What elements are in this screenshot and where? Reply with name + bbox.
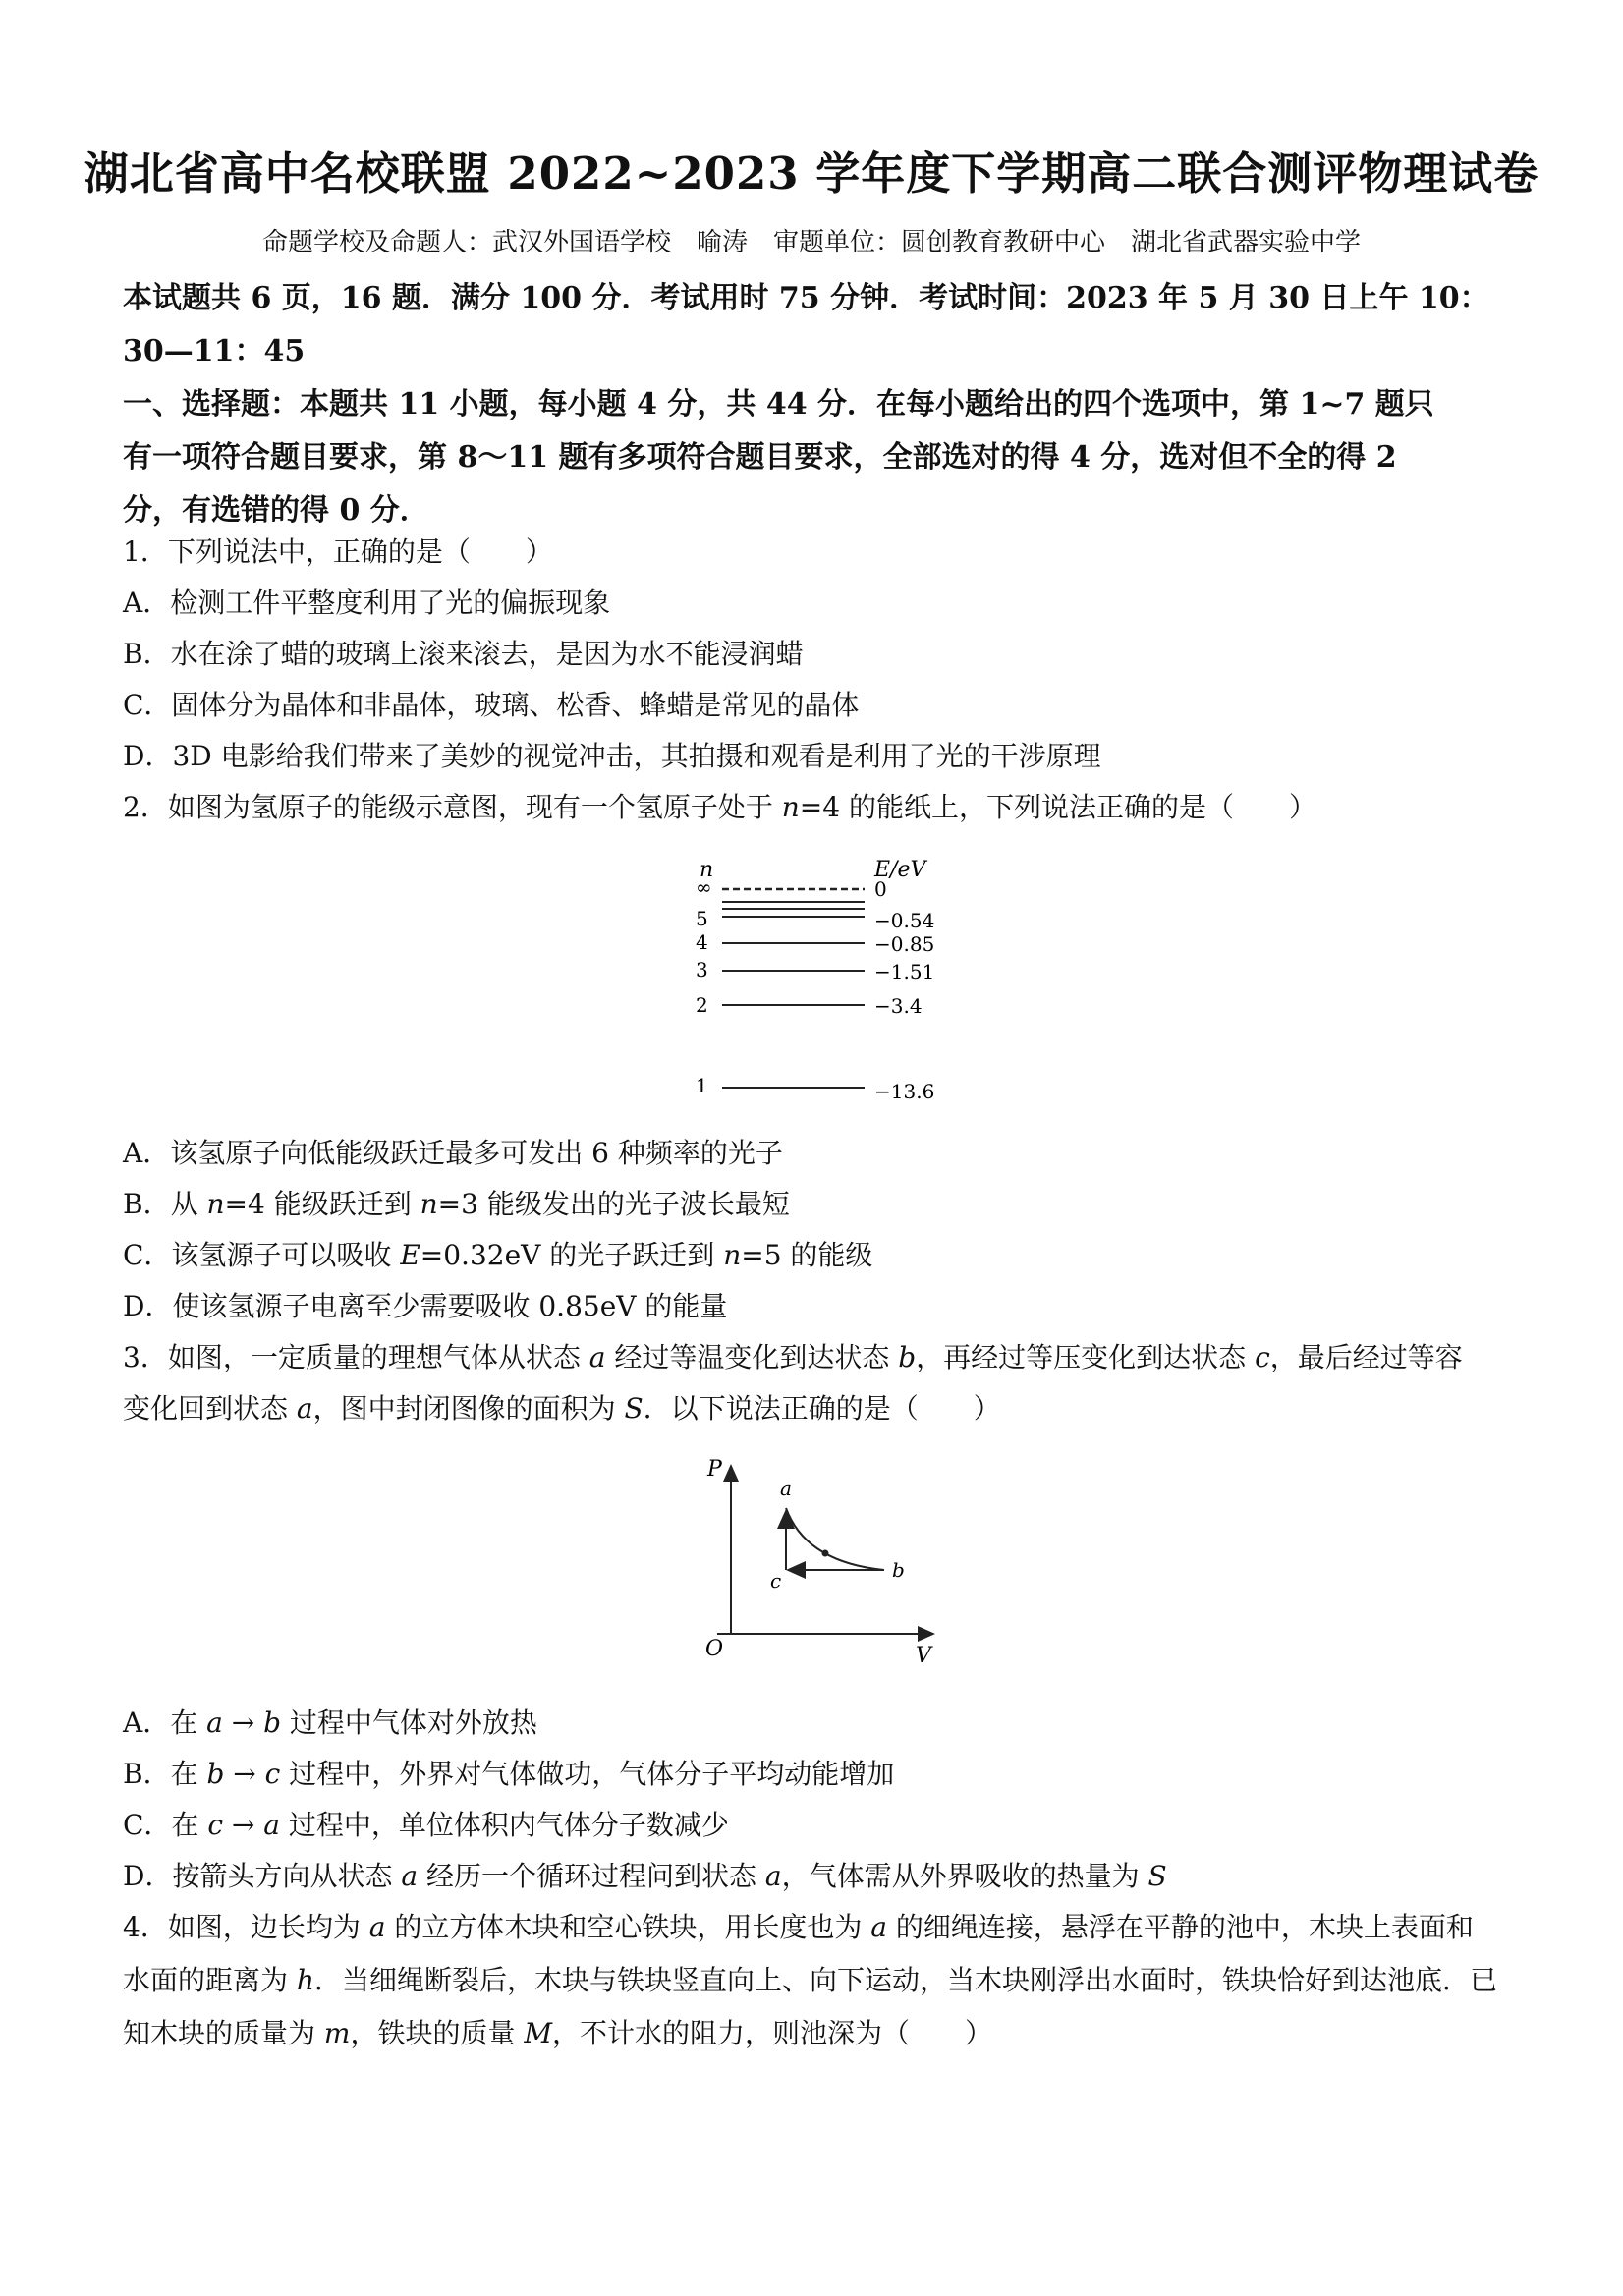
level-e-5: −0.54 (874, 909, 935, 932)
q3-l1-text-2: 经过等温变化到达状态 (605, 1341, 899, 1373)
q4-l3-text-1: 知木块的质量为 (123, 2017, 324, 2049)
exam-info-line-2: 30—11：45 (123, 334, 306, 368)
q4-stem-line-2 (123, 1959, 1518, 1998)
q3-d-text-2: 经历一个循环过程问到状态 (418, 1860, 765, 1892)
section-instructions-line-1: 一、选择题：本题共 11 小题，每小题 4 分，共 44 分．在每小题给出的四个选项中，第 1~7 题只 (123, 387, 1434, 421)
q3-option-c (123, 1804, 1518, 1843)
q1-option-b: B．水在涂了蜡的玻璃上滚来滚去，是因为水不能浸润蜡 (123, 638, 804, 670)
q2-option-b (123, 1183, 1518, 1222)
q2-b-n2: n (420, 1188, 438, 1220)
energy-level-diagram (678, 845, 963, 1110)
q2-b-text-1: B．从 (123, 1188, 207, 1220)
q2-c-e: E (400, 1239, 420, 1271)
level-n-5: 5 (696, 907, 708, 930)
energy-axis-header: E/eV (874, 858, 926, 882)
q4-l2-h: h (296, 1964, 314, 1996)
q3-l2-text-3: ．以下说法正确的是（ ） (643, 1392, 1001, 1425)
state-b-label: b (892, 1558, 905, 1582)
q4-l1-text-1: 4．如图，边长均为 (123, 1911, 369, 1943)
q3-stem-line-1 (123, 1336, 1518, 1375)
level-n-1: 1 (696, 1074, 708, 1097)
level-n-3: 3 (696, 958, 708, 981)
q3-l1-state-a: a (588, 1341, 606, 1373)
q3-b-text-2: 过程中，外界对气体做功，气体分子平均动能增加 (280, 1758, 895, 1790)
q3-option-b (123, 1753, 1518, 1792)
q4-stem-line-1 (123, 1906, 1518, 1945)
p-axis-label: P (707, 1457, 722, 1482)
q4-l3-text-3: ，不计水的阻力，则池深为（ ） (552, 2017, 993, 2049)
q3-c-text-2: 过程中，单位体积内气体分子数减少 (279, 1809, 729, 1841)
state-a-label: a (780, 1477, 792, 1500)
level-e-3: −1.51 (874, 960, 935, 983)
exam-info-line-1: 本试题共 6 页，16 题．满分 100 分．考试用时 75 分钟．考试时间：2023 年 5 月 30 日上午 10： (123, 281, 1489, 315)
q2-b-text-2: =4 能级跃迁到 (224, 1188, 420, 1220)
q3-c-text-1: C．在 (123, 1809, 208, 1841)
q4-stem-line-3 (123, 2012, 1518, 2051)
q2-option-d: D．使该氢源子电离至少需要吸收 0.85eV 的能量 (123, 1290, 728, 1322)
q2-stem (123, 786, 1518, 825)
q3-option-a (123, 1702, 1518, 1741)
authors-line: 命题学校及命题人：武汉外国语学校 喻涛 审题单位：圆创教育教研中心 湖北省武器实验中学 (261, 228, 1361, 257)
q1-option-c: C．固体分为晶体和非晶体，玻璃、松香、蜂蜡是常见的晶体 (123, 689, 860, 721)
q1-option-d: D．3D 电影给我们带来了美妙的视觉冲击，其拍摄和观看是利用了光的干涉原理 (123, 740, 1101, 772)
q3-l1-state-c: c (1255, 1341, 1270, 1373)
origin-label: O (705, 1637, 724, 1661)
q2-stem-n: n (781, 791, 800, 823)
q2-option-c (123, 1234, 1518, 1273)
q3-a-process: a → b (206, 1707, 282, 1739)
q2-b-n1: n (206, 1188, 225, 1220)
v-axis-label: V (916, 1644, 931, 1668)
q2-c-text-3: =5 的能级 (741, 1239, 873, 1271)
q2-c-n: n (723, 1239, 742, 1271)
level-e-2: −3.4 (874, 994, 923, 1018)
isotherm-arrow-mark (822, 1550, 829, 1557)
exam-title: 湖北省高中名校联盟 2022~2023 学年度下学期高二联合测评物理试卷 (84, 147, 1539, 199)
level-e-infinity: 0 (874, 877, 887, 901)
q1-option-a: A．检测工件平整度利用了光的偏振现象 (123, 587, 611, 619)
q4-l3-big-m: M (524, 2017, 553, 2049)
state-c-label: c (770, 1569, 782, 1593)
n-axis-header: n (700, 858, 714, 882)
q3-d-area-s: S (1147, 1860, 1167, 1892)
q2-stem-text-1: 2．如图为氢原子的能级示意图，现有一个氢原子处于 (123, 791, 782, 823)
q3-a-text-2: 过程中气体对外放热 (281, 1707, 537, 1739)
q3-l1-text-3: ，再经过等压变化到达状态 (916, 1341, 1256, 1373)
q4-l2-text-2: ．当细绳断裂后，木块与铁块竖直向上、向下运动，当木块刚浮出水面时，铁块恰好到达池底．已 (313, 1964, 1497, 1996)
q3-c-process: c → a (207, 1809, 280, 1841)
q4-l1-text-3: 的细绳连接，悬浮在平静的池中，木块上表面和 (886, 1911, 1474, 1943)
level-e-4: −0.85 (874, 932, 935, 956)
q3-l2-text-2: ，图中封闭图像的面积为 (312, 1392, 625, 1425)
q4-l1-length-a: a (870, 1911, 887, 1943)
q4-l3-text-2: ，铁块的质量 (350, 2017, 525, 2049)
q3-l2-state-a: a (296, 1392, 313, 1425)
q3-d-state-2: a (764, 1860, 782, 1892)
q4-l1-side-a: a (368, 1911, 386, 1943)
q3-l1-text-4: ，最后经过等容 (1269, 1341, 1463, 1373)
q3-l1-state-b: b (898, 1341, 917, 1373)
level-n-infinity: ∞ (696, 875, 712, 899)
q4-l2-text-1: 水面的距离为 (123, 1964, 297, 1996)
isotherm-ab (786, 1508, 884, 1570)
q3-l2-area-s: S (624, 1392, 644, 1425)
q1-stem: 1．下列说法中，正确的是（ ） (123, 535, 553, 568)
section-instructions-line-3: 分，有选错的得 0 分． (123, 493, 429, 528)
q3-l1-text-1: 3．如图，一定质量的理想气体从状态 (123, 1341, 589, 1373)
q3-d-text-1: D．按箭头方向从状态 (123, 1860, 402, 1892)
q2-c-text-1: C．该氢源子可以吸收 (123, 1239, 401, 1271)
q3-l2-text-1: 变化回到状态 (123, 1392, 297, 1425)
q2-c-text-2: =0.32eV 的光子跃迁到 (420, 1239, 724, 1271)
level-n-4: 4 (696, 930, 708, 954)
q2-option-a: A．该氢原子向低能级跃迁最多可发出 6 种频率的光子 (123, 1137, 783, 1169)
q3-option-d (123, 1855, 1518, 1894)
q4-l1-text-2: 的立方体木块和空心铁块，用长度也为 (385, 1911, 871, 1943)
q3-d-state-1: a (401, 1860, 419, 1892)
q3-a-text-1: A．在 (123, 1707, 207, 1739)
q2-b-text-3: =3 能级发出的光子波长最短 (437, 1188, 790, 1220)
q3-stem-line-2 (123, 1387, 1518, 1427)
q2-stem-text-2: =4 的能纸上，下列说法正确的是（ ） (799, 791, 1316, 823)
q3-d-text-3: ，气体需从外界吸收的热量为 (781, 1860, 1148, 1892)
section-instructions-line-2: 有一项符合题目要求，第 8～11 题有多项符合题目要求，全部选对的得 4 分，选对但不全的得 2 (123, 440, 1397, 475)
level-n-2: 2 (696, 993, 708, 1017)
q4-l3-m: m (323, 2017, 351, 2049)
q3-b-process: b → c (206, 1758, 281, 1790)
q3-b-text-1: B．在 (123, 1758, 207, 1790)
pv-diagram (698, 1454, 943, 1670)
level-e-1: −13.6 (874, 1080, 935, 1103)
